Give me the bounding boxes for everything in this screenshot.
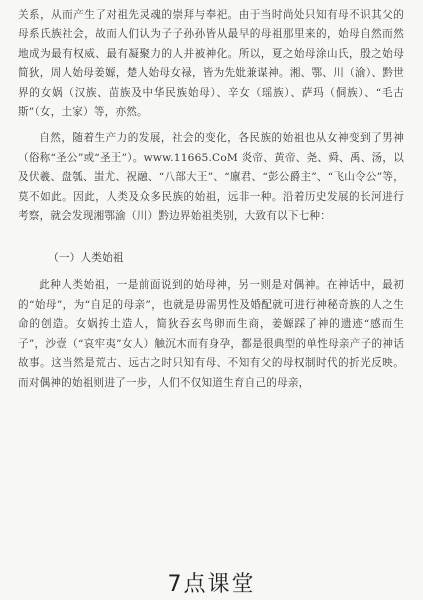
site-watermark: 7点课堂 bbox=[167, 572, 256, 597]
section-heading: （一）人类始祖 bbox=[48, 251, 124, 265]
body-paragraph: 自然，随着生产力的发展，社会的变化，各民族的始祖也从女神变到了男神（俗称“圣公”或“圣王”）。www.11665.CoM 炎帝、黄帝、尧、舜、禹、汤，以及伏羲、盘瓠、蚩尤、祝融、“八部大王”、“廪君、“彭公爵主”、“飞山令公”等，莫不如此。因此，人类及众多民族的始祖，远非一种。沿着历史发展的长河进行考察，就会发现湘鄂渝（川）黔边界始祖类别，大致有以下七种： bbox=[18, 132, 404, 223]
body-paragraph: 此种人类始祖，一是前面说到的始母神，另一则是对偶神。在神话中，最初的“始母”，为“自足的母亲”，也就是毋需男性及婚配就可进行神秘奇族的人之生命的创造。女娲抟土造人，简狄吞玄鸟卵而生商，姜嫄踩了神的遗迹“感而生子”，沙壹（“哀牢夷”女人）触沉木而有身孕，都是很典型的单性母亲产子的神话故事。这当然是荒古、远古之时只知有母、不知有父的母权制时代的折光反映。而对偶神的始祖则进了一步，人们不仅知道生育自己的母亲， bbox=[18, 279, 404, 389]
document-page bbox=[18, 6, 404, 393]
body-paragraph: 关系，从而产生了对祖先灵魂的崇拜与奉祀。由于当时尚处只知有母不识其父的母系氏族社会，故而人们认为子子孙孙皆从最早的母祖那里来的，始母自然而然地成为最有权威、最有凝聚力的人并被神化。所以，夏之始母涂山氏，殷之始母简狄，周人始母姜嫄，楚人始母女禄，皆为先妣兼谋神。湘、鄂、川（渝）、黔世界的女娲（汉族、苗族及中华民族始母）、辛女（瑶族）、萨玛（侗族）、“毛古斯”（女，土家）等，亦然。 bbox=[18, 9, 404, 119]
